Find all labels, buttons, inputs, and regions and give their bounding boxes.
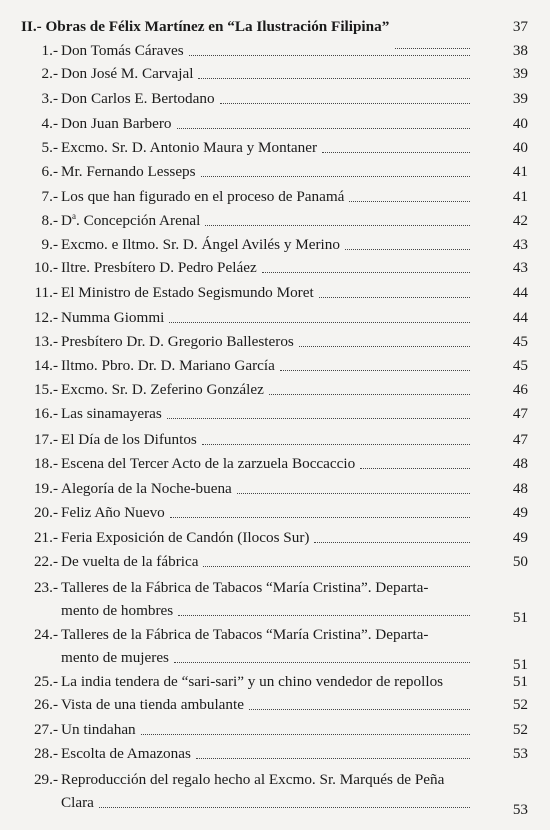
entry-page-number: 53 xyxy=(512,745,528,762)
entry-number: 4.- xyxy=(41,115,58,132)
entry-number: 6.- xyxy=(41,163,58,180)
leader-dots xyxy=(237,493,470,494)
entry-page-number: 51 xyxy=(512,656,528,673)
entry-title-line: Excmo. Sr. D. Antonio Maura y Montaner xyxy=(61,139,318,156)
leader-dots xyxy=(395,48,470,49)
leader-dots xyxy=(203,566,470,567)
entry-number: 25.- xyxy=(33,673,58,690)
leader-dots xyxy=(345,249,470,250)
leader-dots xyxy=(196,758,470,759)
entry-page-number: 51 xyxy=(512,609,528,626)
entry-number: 21.- xyxy=(33,529,58,546)
entry-number: 23.- xyxy=(33,579,58,596)
entry-title-line: Iltre. Presbítero D. Pedro Peláez xyxy=(61,259,257,276)
entry-title-line: Talleres de la Fábrica de Tabacos “María Cristina”. Departa- xyxy=(61,579,429,596)
leader-dots xyxy=(169,322,470,323)
entry-number: 5.- xyxy=(41,139,58,156)
entry-page-number: 42 xyxy=(512,212,528,229)
entry-page-number: 53 xyxy=(512,801,528,818)
entry-title-line: Iltmo. Pbro. Dr. D. Mariano García xyxy=(61,357,275,374)
entry-title-line: Los que han figurado en el proceso de Panamá xyxy=(61,188,345,205)
entry-page-number: 44 xyxy=(512,284,528,301)
entry-number: 8.- xyxy=(41,212,58,229)
entry-title-line: Vista de una tienda ambulante xyxy=(61,696,244,713)
entry-title-line: Mr. Fernando Lesseps xyxy=(61,163,196,180)
entry-title-line: Las sinamayeras xyxy=(61,405,162,422)
entry-title-line: Don Juan Barbero xyxy=(61,115,172,132)
entry-title-line: $D^a$. Concepción Arenal xyxy=(61,211,201,229)
entry-number: 29.- xyxy=(33,771,58,788)
entry-page-number: 40 xyxy=(512,139,528,156)
entry-title-line: Feria Exposición de Candón (Ilocos Sur) xyxy=(61,529,310,546)
entry-title-line: Don José M. Carvajal xyxy=(61,65,194,82)
leader-dots xyxy=(349,201,470,202)
entry-number: 26.- xyxy=(33,696,58,713)
entry-page-number: 43 xyxy=(512,259,528,276)
leader-dots xyxy=(205,225,470,226)
entry-title-line: El Ministro de Estado Segismundo Moret xyxy=(61,284,314,301)
leader-dots xyxy=(189,55,470,56)
leader-dots xyxy=(177,128,470,129)
entry-number: 15.- xyxy=(33,381,58,398)
entry-page-number: 45 xyxy=(512,357,528,374)
entry-page-number: 48 xyxy=(512,480,528,497)
entry-number: 3.- xyxy=(41,90,58,107)
entry-page-number: 38 xyxy=(512,42,528,59)
entry-title-line: Feliz Año Nuevo xyxy=(61,504,165,521)
entry-page-number: 49 xyxy=(512,529,528,546)
entry-number: 13.- xyxy=(33,333,58,350)
entry-number: 14.- xyxy=(33,357,58,374)
entry-page-number: 41 xyxy=(512,188,528,205)
entry-title-line: Escolta de Amazonas xyxy=(61,745,191,762)
entry-page-number: 52 xyxy=(512,696,528,713)
leader-dots xyxy=(314,542,470,543)
leader-dots xyxy=(141,734,470,735)
entry-page-number: 44 xyxy=(512,309,528,326)
leader-dots xyxy=(269,394,470,395)
entry-title-line: El Día de los Difuntos xyxy=(61,431,197,448)
leader-dots xyxy=(170,517,470,518)
entry-page-number: 40 xyxy=(512,115,528,132)
entry-number: 7.- xyxy=(41,188,58,205)
entry-page-number: 52 xyxy=(512,721,528,738)
entry-number: 1.- xyxy=(41,42,58,59)
entry-number: 18.- xyxy=(33,455,58,472)
leader-dots xyxy=(201,176,470,177)
leader-dots xyxy=(262,272,470,273)
entry-number: 12.- xyxy=(33,309,58,326)
entry-number: 24.- xyxy=(33,626,58,643)
leader-dots xyxy=(220,103,470,104)
leader-dots xyxy=(280,370,470,371)
entry-number: 27.- xyxy=(33,721,58,738)
entry-page-number: 51 xyxy=(512,673,528,690)
entry-page-number: 47 xyxy=(512,431,528,448)
section-title: II.- Obras de Félix Martínez en “La Ilustración Filipina” xyxy=(21,18,390,35)
entry-number: 16.- xyxy=(33,405,58,422)
entry-page-number: 41 xyxy=(512,163,528,180)
leader-dots xyxy=(249,709,470,710)
entry-number: 17.- xyxy=(33,431,58,448)
entry-number: 19.- xyxy=(33,480,58,497)
entry-number: 10.- xyxy=(33,259,58,276)
entry-title-line: Don Carlos E. Bertodano xyxy=(61,90,215,107)
section-page-number: 37 xyxy=(512,18,528,35)
entry-title-line: Numma Giommi xyxy=(61,309,165,326)
entry-title-line: mento de mujeres xyxy=(61,649,169,666)
leader-dots xyxy=(178,615,470,616)
entry-title-line: mento de hombres xyxy=(61,602,174,619)
entry-page-number: 43 xyxy=(512,236,528,253)
entry-page-number: 39 xyxy=(512,65,528,82)
entry-title-line: Excmo. Sr. D. Zeferino González xyxy=(61,381,264,398)
entry-page-number: 39 xyxy=(512,90,528,107)
leader-dots xyxy=(322,152,470,153)
entry-title-line: Reproducción del regalo hecho al Excmo. Sr. Marqués de Peña xyxy=(61,771,445,788)
leader-dots xyxy=(174,662,470,663)
entry-title-line: Clara xyxy=(61,794,94,811)
entry-title-line: La india tendera de “sari-sari” y un chino vendedor de repollos xyxy=(61,673,444,690)
entry-number: 20.- xyxy=(33,504,58,521)
entry-page-number: 50 xyxy=(512,553,528,570)
leader-dots xyxy=(299,346,470,347)
entry-title-line: Talleres de la Fábrica de Tabacos “María Cristina”. Departa- xyxy=(61,626,429,643)
entry-page-number: 48 xyxy=(512,455,528,472)
entry-page-number: 46 xyxy=(512,381,528,398)
leader-dots xyxy=(202,444,470,445)
entry-page-number: 49 xyxy=(512,504,528,521)
entry-title-line: Alegoría de la Noche-buena xyxy=(61,480,232,497)
entry-title-line: Excmo. e Iltmo. Sr. D. Ángel Avilés y Merino xyxy=(61,236,340,253)
entry-page-number: 47 xyxy=(512,405,528,422)
leader-dots xyxy=(198,78,470,79)
leader-dots xyxy=(167,418,470,419)
entry-number: 22.- xyxy=(33,553,58,570)
entry-title-line: Un tindahan xyxy=(61,721,136,738)
leader-dots xyxy=(360,468,470,469)
entry-number: 11.- xyxy=(34,284,58,301)
entry-page-number: 45 xyxy=(512,333,528,350)
leader-dots xyxy=(319,297,470,298)
entry-title-line: De vuelta de la fábrica xyxy=(61,553,199,570)
entry-title-line: Escena del Tercer Acto de la zarzuela Boccaccio xyxy=(61,455,356,472)
entry-title-line: Don Tomás Cáraves xyxy=(61,42,184,59)
entry-number: 28.- xyxy=(33,745,58,762)
entry-title-line: Presbítero Dr. D. Gregorio Ballesteros xyxy=(61,333,294,350)
entry-number: 2.- xyxy=(41,65,58,82)
entry-number: 9.- xyxy=(41,236,58,253)
leader-dots xyxy=(99,807,470,808)
